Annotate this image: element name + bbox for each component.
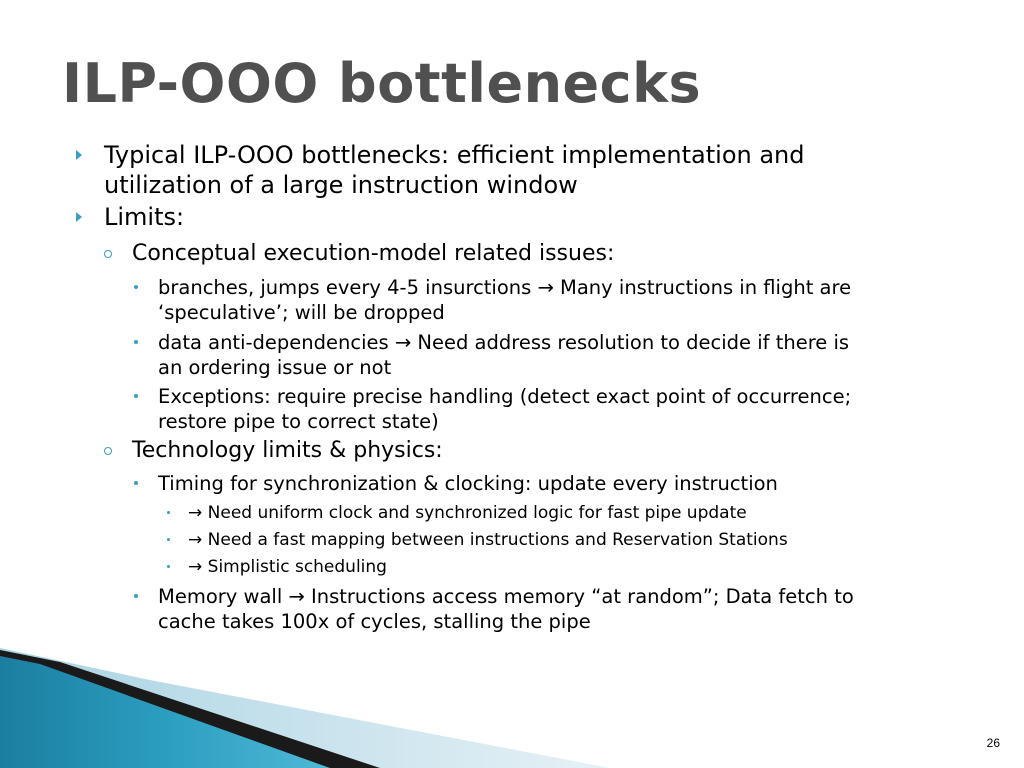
- bullet-text-line: ‘speculative’; will be dropped: [158, 301, 445, 324]
- bullet-icon: [167, 511, 170, 514]
- bullet-text-line: → Need uniform clock and synchronized logic for fast pipe update: [188, 503, 747, 523]
- bullet-text-line: Timing for synchronization & clocking: update every instruction: [158, 472, 778, 495]
- bullet-icon: [104, 250, 112, 258]
- bullet-text-line: branches, jumps every 4-5 insurctions → Many instructions in flight are: [158, 276, 852, 299]
- corner-decoration: [0, 640, 620, 768]
- bullet-icon: [134, 481, 138, 485]
- bullet-text-line: cache takes 100x of cycles, stalling the pipe: [158, 610, 591, 633]
- bullet-text-line: utilization of a large instruction window: [104, 171, 578, 199]
- bullet-icon: [134, 394, 138, 398]
- bullet-text-line: → Simplistic scheduling: [188, 557, 387, 577]
- bullet-text-line: Exceptions: require precise handling (detect exact point of occurrence;: [158, 385, 852, 408]
- bullet-text-line: Typical ILP-OOO bottlenecks: efficient implementation and: [104, 141, 805, 169]
- bullet-text-line: an ordering issue or not: [158, 356, 392, 379]
- bullet-icon: [167, 538, 170, 541]
- bullet-icon: [167, 565, 170, 568]
- bullet-text-line: restore pipe to correct state): [158, 410, 439, 433]
- slide-number: 26: [986, 736, 1000, 750]
- bullet-icon: [104, 447, 112, 455]
- bullet-icon: [76, 212, 82, 222]
- bullet-text-line: Memory wall → Instructions access memory “at random”; Data fetch to: [158, 585, 854, 608]
- slide-title: ILP-OOO bottlenecks: [62, 52, 702, 115]
- bullet-text-line: Technology limits & physics:: [132, 438, 443, 463]
- bullet-text-line: Limits:: [104, 203, 185, 231]
- bullet-text-line: Conceptual execution-model related issues:: [132, 241, 615, 266]
- bullet-text-line: data anti-dependencies → Need address resolution to decide if there is: [158, 331, 850, 354]
- bullet-icon: [134, 340, 138, 344]
- bullet-text-line: → Need a fast mapping between instructions and Reservation Stations: [188, 530, 788, 550]
- bullet-icon: [76, 150, 82, 160]
- bullet-icon: [134, 594, 138, 598]
- bullet-icon: [134, 285, 138, 289]
